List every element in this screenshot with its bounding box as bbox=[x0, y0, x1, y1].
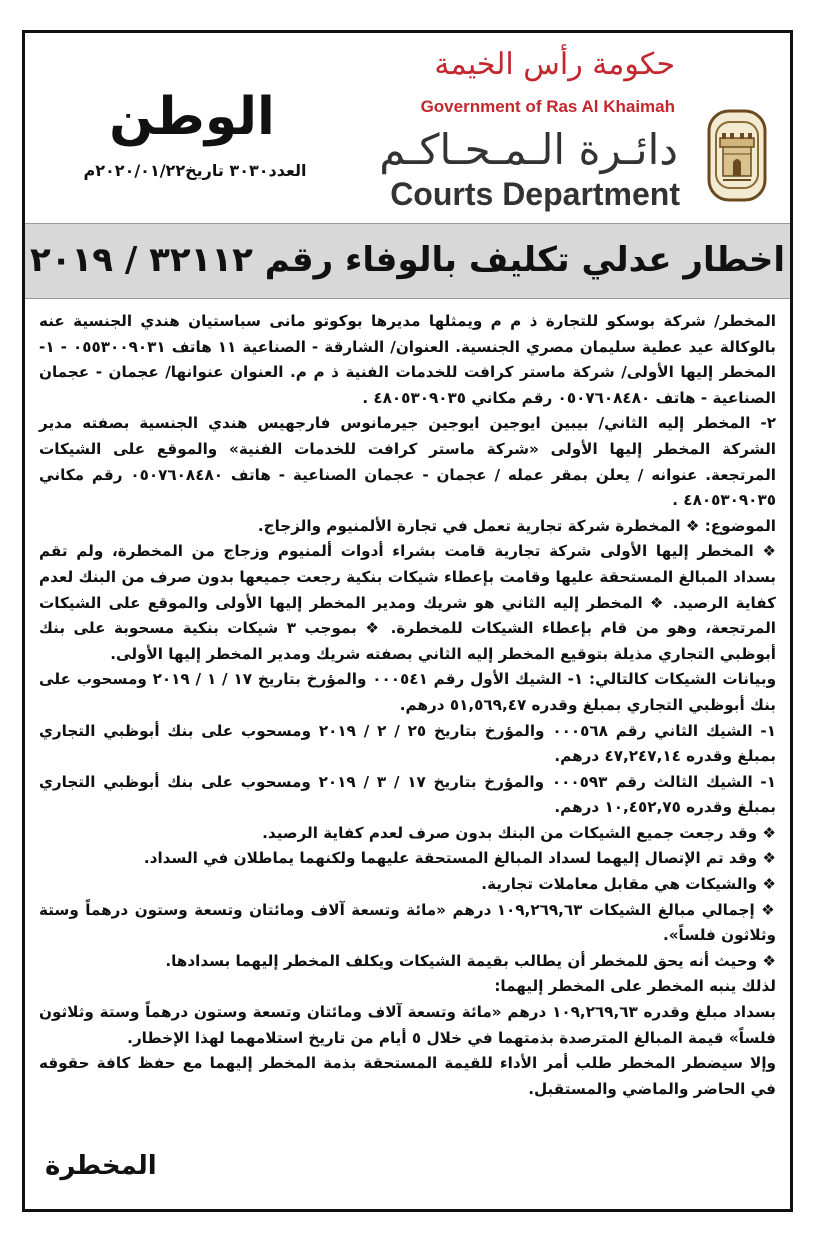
header bbox=[25, 33, 790, 223]
paragraph-therefore: لذلك ينبه المخطر على المخطر إليهما: bbox=[494, 977, 776, 996]
paragraph-cheque-2: ١- الشيك الثاني رقم ٠٠٠٥٦٨ والمؤرخ بتاريخ ٢٥ / ٢ / ٢٠١٩ ومسحوب على بنك أبوظبي التجاري بمبلغ وقدره ٤٧,٢٤٧,١٤ درهم. bbox=[39, 721, 776, 766]
paragraph-second-notified: ٢- المخطر إليه الثاني/ بيبين ايوجين ايوجين جيرمانوس فارجهيس هندي الجنسية بصفته مدير الشركة المخطر إليها الأولى «شركة ماستر كرافت للخدمات الفنية» والموقع على الشيكات المرتجعة. عنوانه / يعلن بمقر عمله / عجمان - عجمان الصناعية - هاتف ٠٥٠٧٦٠٨٤٨٠ رقم مكاني ٤٨٠٥٣٠٩٠٣٥ . bbox=[39, 414, 776, 510]
notice-title: اخطار عدلي تكليف بالوفاء رقم ٣٢١١٢ / ٢٠١٩ bbox=[29, 240, 786, 280]
paragraph-cheque-3: ١- الشيك الثالث رقم ٠٠٠٥٩٣ والمؤرخ بتاريخ ١٧ / ٣ / ٢٠١٩ ومسحوب على بنك أبوظبي التجاري بمبلغ وقدره ١٠,٤٥٢,٧٥ درهم. bbox=[39, 772, 777, 817]
notice-frame bbox=[22, 30, 793, 1212]
paragraph-facts: ❖ المخطر إليها الأولى شركة تجارية قامت بشراء أدوات ألمنيوم وزجاج من المخطرة، ولم تقم بسداد المبالغ المستحقة عليها وقامت بإعطاء شيكات بنكية رجعت جميعها بدون صرف من البنك لعدم كفاية الرصيد. ❖ المخطر إليه الثاني هو شريك ومدير المخطر إليها الأولى والموقع على الشيكات المرتجعة، وهو من قام بإعطاء الشيكات للمخطرة. ❖ بموجب ٣ شيكات بنكية مسحوبة على بنك أبوظبي التجاري مذيلة بتوقيع المخطر إليه الثاني بصفته شريك ومدير المخطر إليها الأولى. bbox=[39, 542, 776, 663]
paragraph-commercial: ❖ والشيكات هي مقابل معاملات تجارية. bbox=[481, 875, 776, 894]
paragraph-otherwise: وإلا سيضطر المخطر طلب أمر الأداء للقيمة المستحقة بذمة المخطر إليهما مع حفظ كافة حقوقه في الحاضر والماضي والمستقبل. bbox=[39, 1054, 776, 1098]
paragraph-demand: بسداد مبلغ وقدره ١٠٩,٢٦٩,٦٣ درهم «مائة وتسعة آلاف ومائتان وتسعة وستون درهماً وستة وثلاثون فلساً» قيمة المبالغ المترصدة بذمتهما في خلال ٥ أيام من تاريخ استلامهما لهذا الإخطار. bbox=[39, 1003, 777, 1047]
paragraph-returned: ❖ وقد رجعت جميع الشيكات من البنك بدون صرف لعدم كفاية الرصيد. bbox=[262, 823, 776, 842]
newspaper-masthead: الوطن bbox=[109, 87, 275, 147]
notice-body bbox=[39, 309, 776, 1102]
paragraph-total: ❖ إجمالي مبالغ الشيكات ١٠٩,٢٦٩,٦٣ درهم «مائة وتسعة آلاف ومائتان وتسعة وستون درهماً وستة وثلاثون فلساً». bbox=[39, 900, 776, 945]
paragraph-right: ❖ وحيث أنه يحق للمخطر أن يطالب بقيمة الشيكات ويكلف المخطر إليهما بسدادها. bbox=[165, 951, 776, 970]
paragraph-notifier: المخطر/ شركة بوسكو للتجارة ذ م م ويمثلها مديرها بوكوتو مانى سباستيان هندي الجنسية عنه بالوكالة عيد عطية سليمان مصري الجنسية. العنوان/ الشارقة - الصناعية ١١ هاتف ٠٥٥٣٠٠٩٠٣١ - ١- المخطر إليها الأولى/ شركة ماستر كرافت للخدمات الفنية ذ م م. العنوان عنوانها/ عجمان - عجمان الصناعية - هاتف ٠٥٠٧٦٠٨٤٨٠ رقم مكاني ٤٨٠٥٣٠٩٠٣٥ . bbox=[39, 312, 776, 407]
ras-al-khaimah-fort-emblem-icon bbox=[706, 108, 768, 203]
paragraph-subject: الموضوع: ❖ المخطرة شركة تجارية تعمل في تجارة الألمنيوم والزجاج. bbox=[257, 516, 776, 535]
government-name-arabic: حكومة رأس الخيمة bbox=[434, 47, 675, 82]
issue-number-date: العدد٣٠٣٠ تاريخ٢٠٢٠/٠١/٢٢م bbox=[83, 161, 307, 180]
government-name-english: Government of Ras Al Khaimah bbox=[420, 97, 675, 116]
paragraph-contacted: ❖ وقد تم الإتصال إليهما لسداد المبالغ المستحقة عليهما ولكنهما يماطلان في السداد. bbox=[143, 849, 776, 868]
courts-department-arabic: دائـرة الـمـحـاكـم bbox=[379, 125, 678, 174]
title-bar bbox=[25, 223, 790, 299]
signature: المخطرة bbox=[45, 1151, 157, 1181]
paragraph-cheque-1: وبيانات الشيكات كالتالي: ١- الشيك الأول رقم ٠٠٠٥٤١ والمؤرخ بتاريخ ١٧ / ١ / ٢٠١٩ ومسحوب على بنك أبوظبي التجاري بمبلغ وقدره ٥١,٥٦٩,٤٧ درهم. bbox=[39, 670, 777, 714]
courts-department-english: Courts Department bbox=[390, 176, 680, 212]
